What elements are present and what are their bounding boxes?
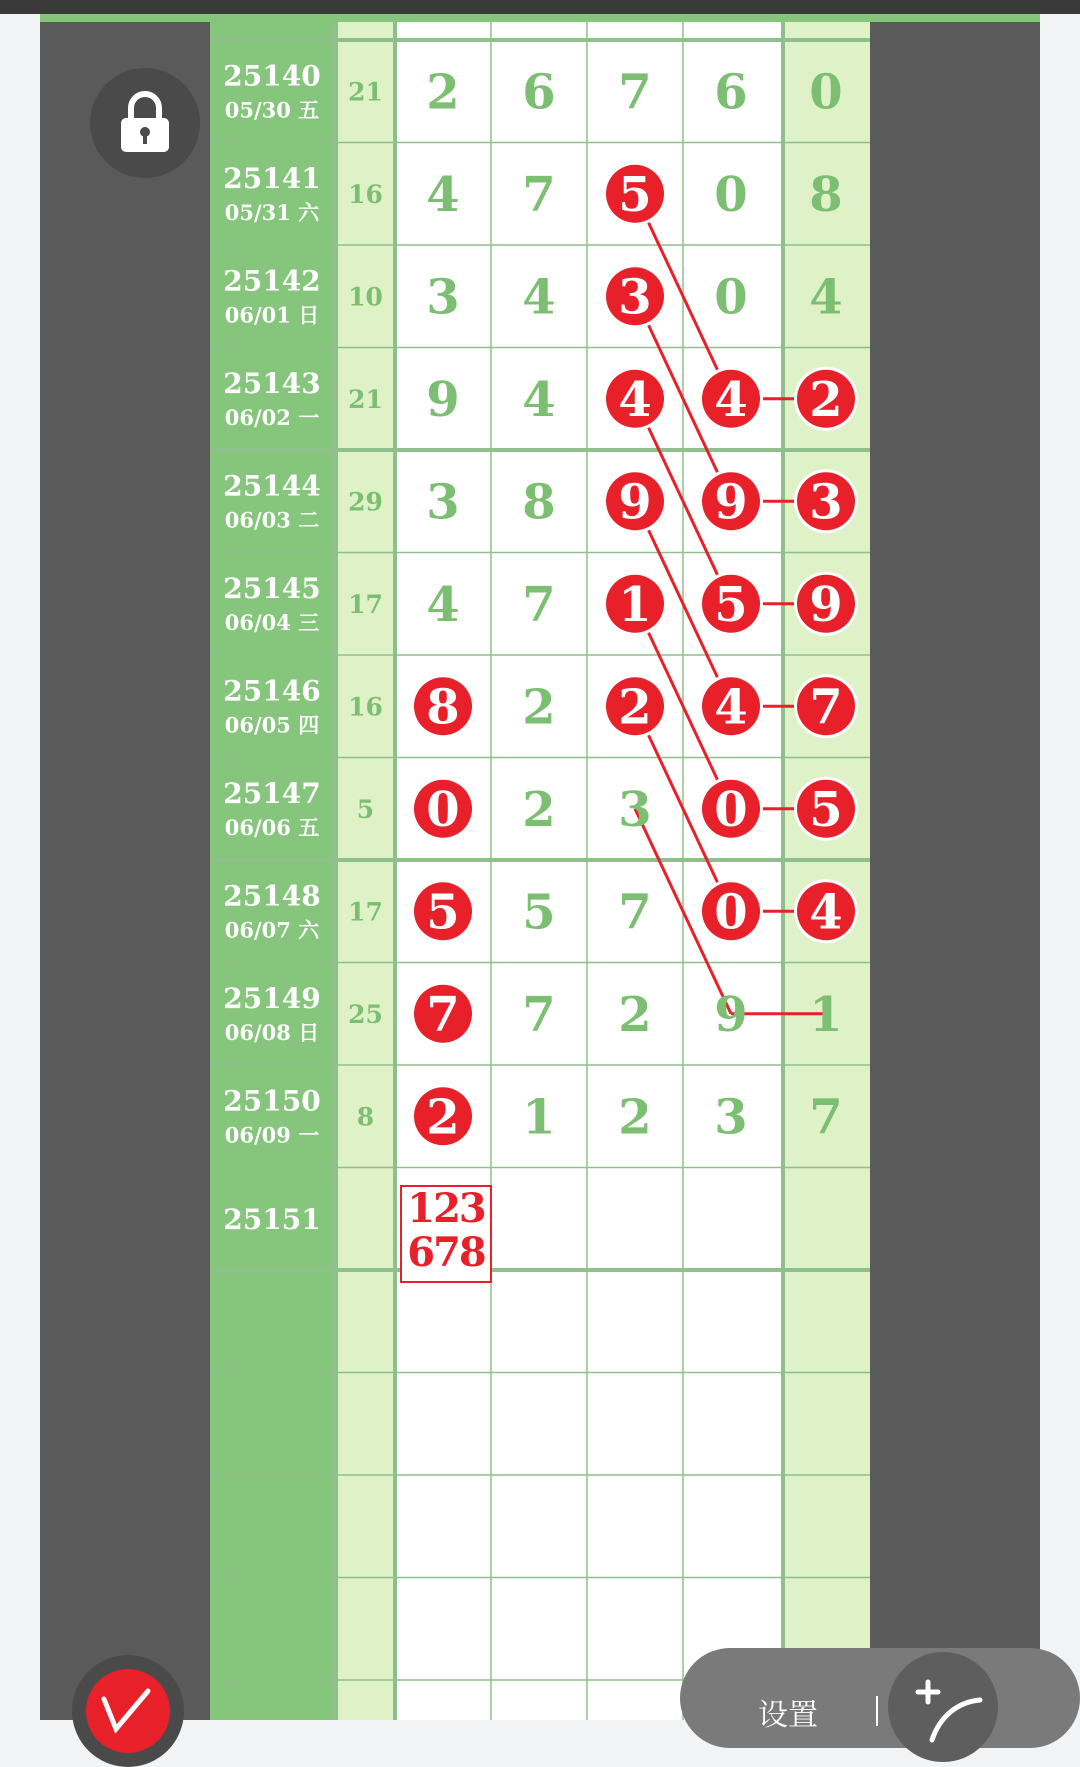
digit-cell: 4 [714,679,748,736]
digit-cell: 4 [426,576,460,633]
sum-value: 21 [348,384,383,414]
digit-cell: 0 [714,269,748,326]
digit-cell: 4 [809,269,843,326]
issue-date: 06/07 六 [224,917,320,943]
digit-cell: 8 [426,679,460,736]
digit-cell: 5 [714,576,748,633]
digit-cell: 2 [522,679,556,736]
digit-cell: 6 [714,64,748,121]
digit-cell: 7 [522,986,556,1043]
sum-value: 16 [348,179,383,209]
digit-cell: 0 [426,781,460,838]
digit-cell: 9 [809,576,843,633]
digit-cell: 7 [809,1089,843,1146]
digit-cell: 4 [426,166,460,223]
sum-value: 16 [348,692,383,722]
issue-date: 06/06 五 [224,814,320,840]
issue-number: 25145 [223,571,321,605]
digit-cell: 5 [426,884,460,941]
digit-cell: 3 [426,269,460,326]
digit-cell: 7 [618,884,652,941]
digit-cell: 2 [426,1089,460,1146]
digit-cell: 5 [809,781,843,838]
digit-cell: 0 [714,166,748,223]
sum-value: 21 [348,77,383,107]
sum-value: 17 [348,897,383,927]
logo-icon [86,1669,170,1753]
issue-number: 25146 [223,674,321,708]
digit-cell: 9 [714,474,748,531]
logo-button[interactable] [72,1655,184,1767]
issue-number: 25141 [223,161,321,195]
table-row [223,1203,320,1236]
issue-number: 25144 [223,469,321,503]
digit-cell: 7 [522,576,556,633]
issue-date: 06/08 日 [224,1019,320,1045]
digit-cell: 3 [714,1089,748,1146]
issue-number: 25142 [223,264,321,298]
digit-cell: 7 [809,679,843,736]
digit-cell: 1 [809,986,843,1043]
digit-cell: 4 [522,371,556,428]
issue-date: 05/31 六 [224,199,320,225]
issue-date: 06/09 一 [224,1122,320,1148]
forecast-box [400,1185,492,1283]
digit-cell: 1 [618,576,652,633]
issue-date: 06/02 一 [224,404,320,430]
digit-cell: 9 [426,371,460,428]
digit-cell: 9 [714,986,748,1043]
settings-toolbar [680,1648,1080,1748]
issue-number: 25148 [223,879,321,913]
digit-cell: 3 [809,474,843,531]
issue-date: 06/01 日 [224,302,320,328]
forecast-line-1: 123 [407,1185,485,1232]
forecast-line-2: 678 [407,1229,485,1276]
digit-cell: 2 [618,1089,652,1146]
sum-value: 8 [356,1102,375,1132]
pen-icon [888,1652,998,1762]
sum-value: 10 [348,282,383,312]
digit-cell: 4 [714,371,748,428]
digit-cell: 2 [809,371,843,428]
sum-value: 25 [348,999,383,1029]
issue-number: 25143 [223,366,321,400]
digit-cell: 1 [522,1089,556,1146]
sum-value: 17 [348,589,383,619]
digit-cell: 4 [618,371,652,428]
digit-cell: 7 [426,986,460,1043]
issue-date: 06/04 三 [224,609,320,635]
issue-date: 06/03 二 [224,507,320,533]
top-strip [40,14,1040,22]
digit-cell: 5 [522,884,556,941]
issue-number: 25149 [223,981,321,1015]
settings-button[interactable]: 设置 [758,1698,818,1733]
issue-date: 05/30 五 [224,97,320,123]
digit-cell: 2 [618,679,652,736]
digit-cell: 3 [618,781,652,838]
digit-cell: 7 [522,166,556,223]
digit-cell: 7 [618,64,652,121]
digit-cell: 9 [618,474,652,531]
issue-number: 25140 [223,59,321,93]
digit-cell: 2 [426,64,460,121]
digit-cell: 0 [714,884,748,941]
digit-cell: 0 [809,64,843,121]
sum-column [336,22,394,1720]
issue-number: 25151 [223,1202,321,1236]
sum-value: 29 [348,487,383,517]
digit-cell: 8 [809,166,843,223]
sum-value: 5 [356,794,375,824]
issue-date: 06/05 四 [224,712,320,738]
digit-cell: 3 [426,474,460,531]
digit-cell: 6 [522,64,556,121]
pen-button[interactable] [888,1652,998,1762]
digit-cell: 4 [522,269,556,326]
digit-cell: 5 [618,166,652,223]
issue-number: 25150 [223,1084,321,1118]
digit-cell: 4 [809,884,843,941]
digit-cell: 2 [522,781,556,838]
digit-cell: 0 [714,781,748,838]
digit-cell: 2 [618,986,652,1043]
digit-cell: 3 [618,269,652,326]
issue-number: 25147 [223,776,321,810]
digit-cell: 8 [522,474,556,531]
toolbar-divider [876,1696,878,1726]
